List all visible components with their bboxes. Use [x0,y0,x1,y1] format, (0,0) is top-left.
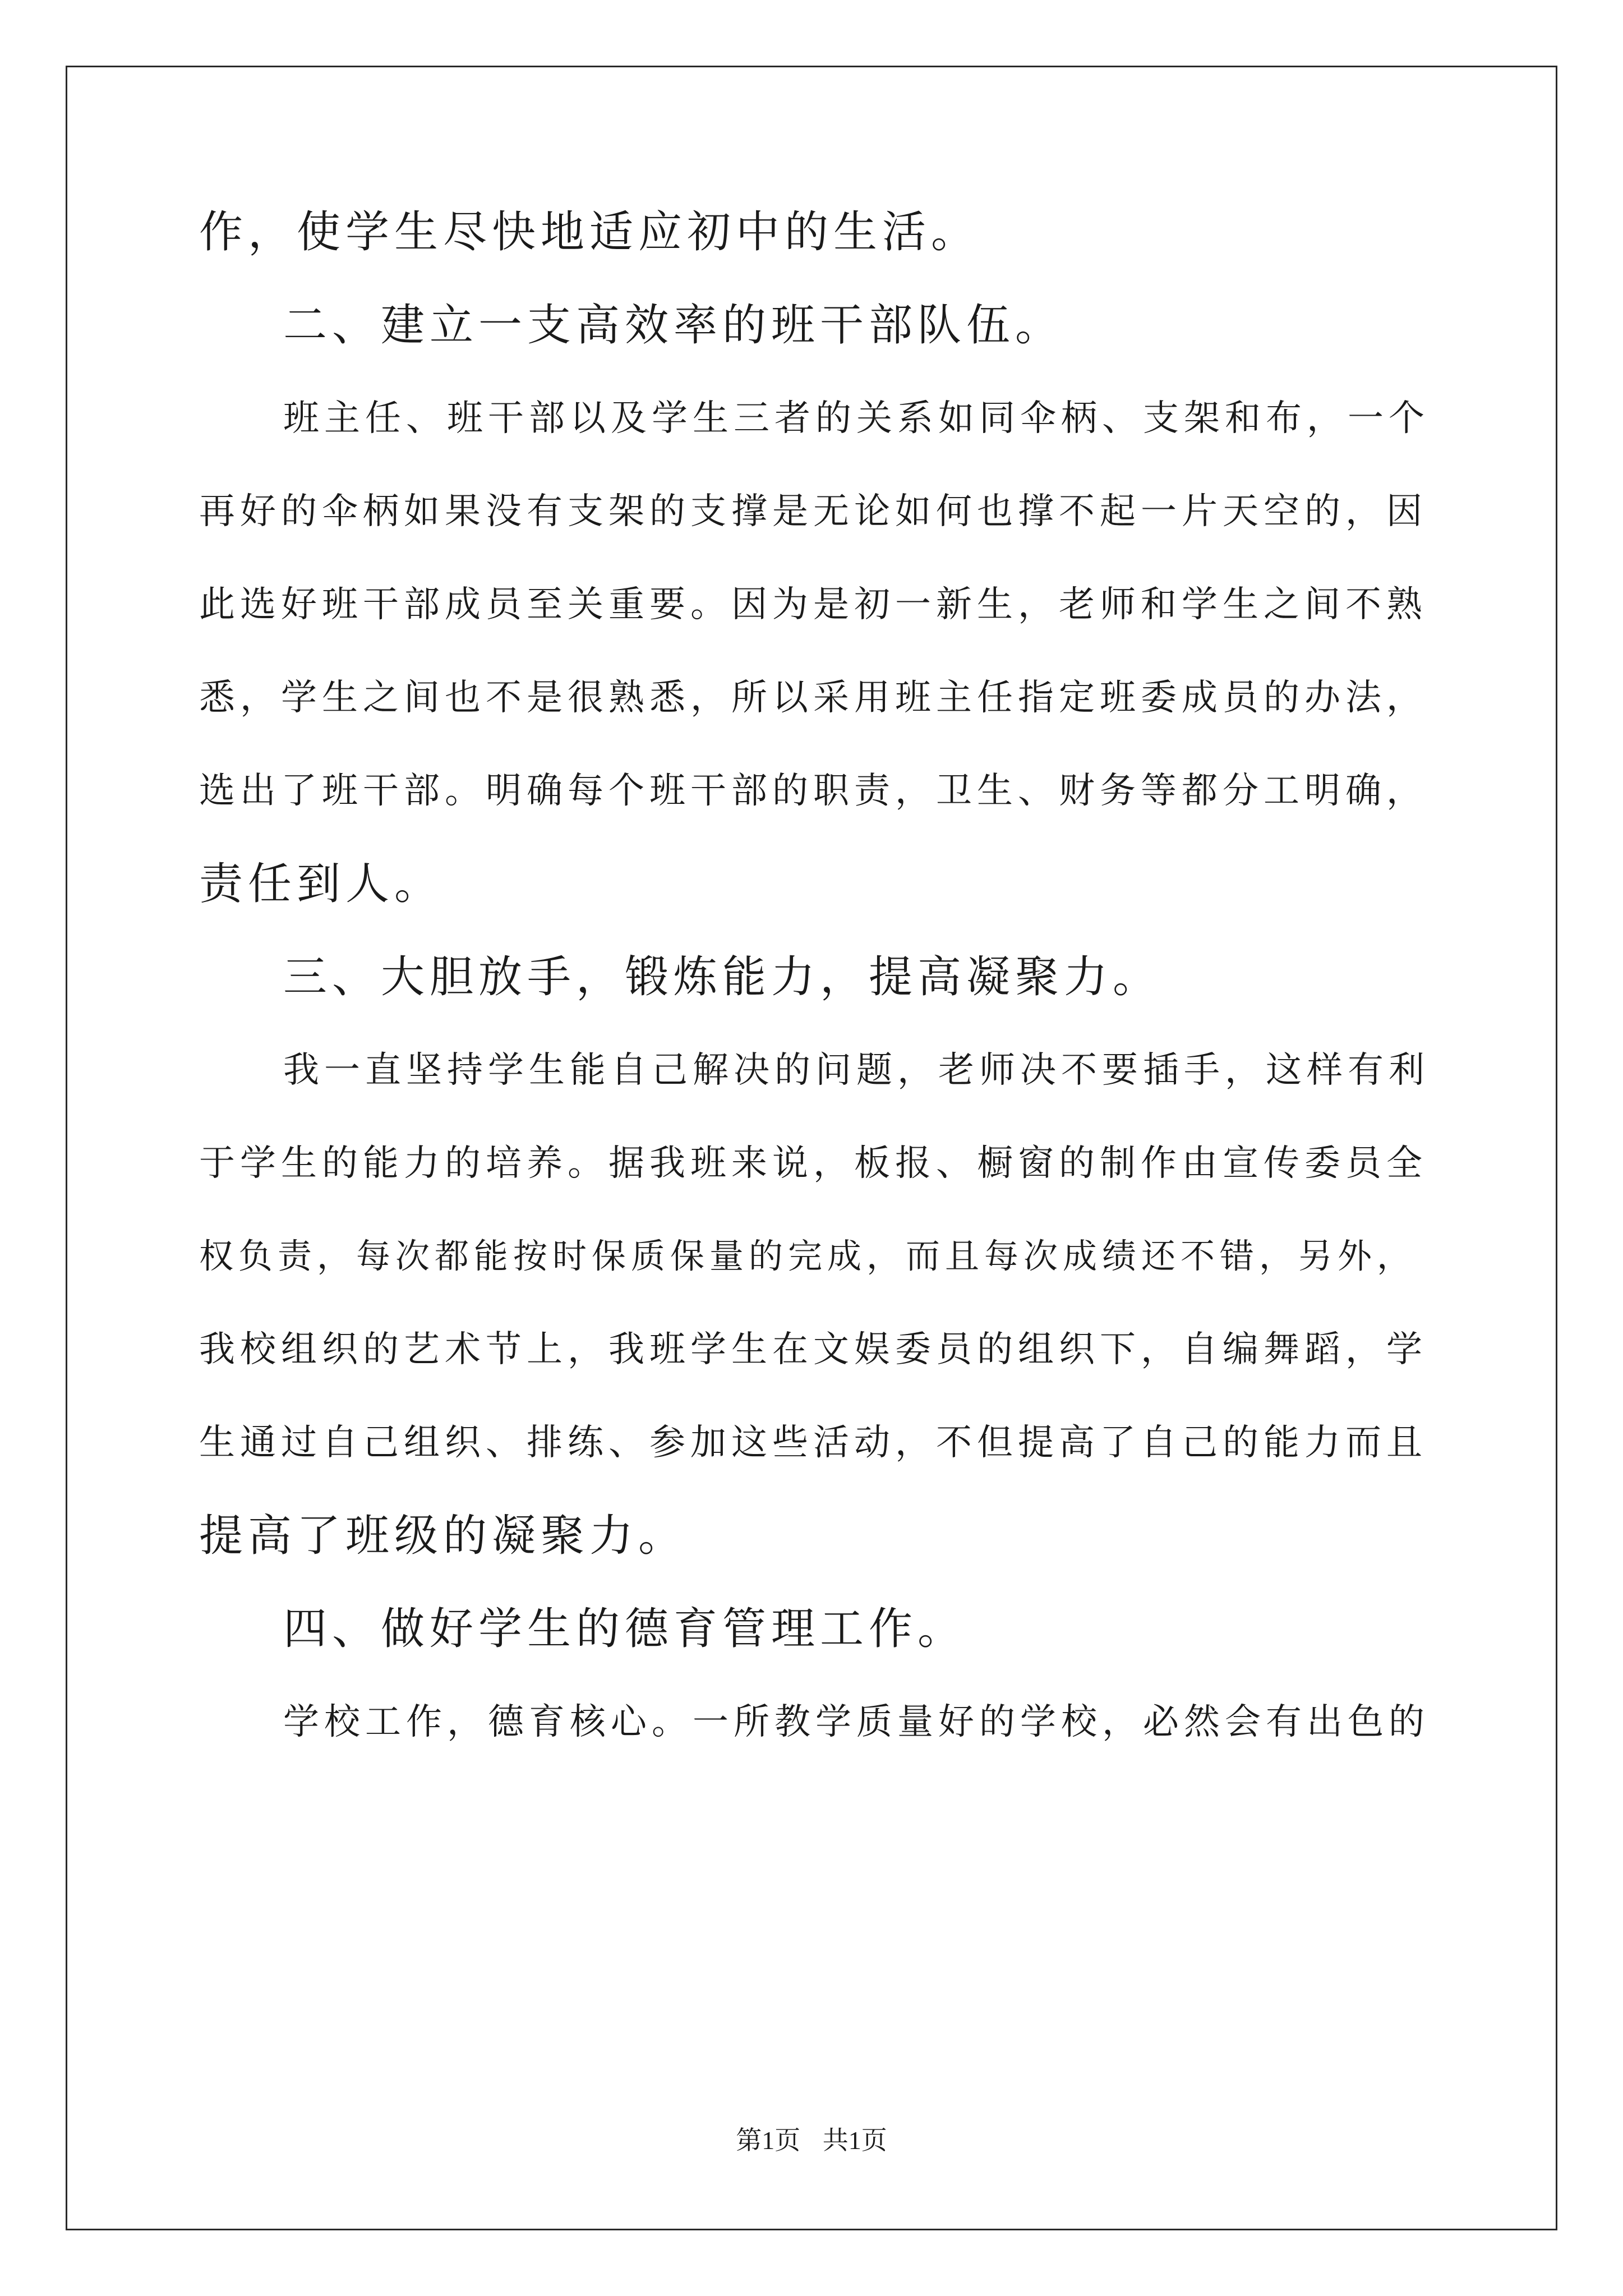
page-number: 第1页 [736,2126,801,2155]
page-total: 共1页 [822,2126,887,2155]
text-line: 悉，学生之间也不是很熟悉，所以采用班主任指定班委成员的办法， [199,677,1427,719]
text-line: 权负责，每次都能按时保质保量的完成，而且每次成绩还不错，另外， [199,1236,1417,1276]
section-heading: 三、大胆放手，锻炼能力，提高凝聚力。 [283,952,1162,1002]
section-heading: 二、建立一支高效率的班干部队伍。 [283,300,1064,351]
text-line: 责任到人。 [199,859,444,909]
page-footer [0,2125,1623,2156]
text-line: 生通过自己组织、排练、参加这些活动，不但提高了自己的能力而且 [199,1422,1427,1464]
text-line: 作，使学生尽快地适应初中的生活。 [199,207,980,257]
text-line: 我校组织的艺术节上，我班学生在文娱委员的组织下，自编舞蹈，学 [199,1329,1427,1370]
text-line: 此选好班干部成员至关重要。因为是初一新生，老师和学生之间不熟 [199,584,1427,625]
text-line: 提高了班级的凝聚力。 [199,1511,688,1561]
text-line: 学校工作，德育核心。一所教学质量好的学校，必然会有出色的 [283,1701,1430,1743]
text-line: 班主任、班干部以及学生三者的关系如同伞柄、支架和布，一个 [283,398,1430,439]
text-line: 我一直坚持学生能自己解决的问题，老师决不要插手，这样有利 [283,1050,1430,1091]
section-heading: 四、做好学生的德育管理工作。 [283,1604,967,1654]
text-line: 于学生的能力的培养。据我班来说，板报、橱窗的制作由宣传委员全 [199,1143,1427,1184]
text-line: 选出了班干部。明确每个班干部的职责，卫生、财务等都分工明确， [199,770,1427,812]
text-line: 再好的伞柄如果没有支架的支撑是无论如何也撑不起一片天空的，因 [199,491,1427,532]
document-body [199,207,1433,1793]
